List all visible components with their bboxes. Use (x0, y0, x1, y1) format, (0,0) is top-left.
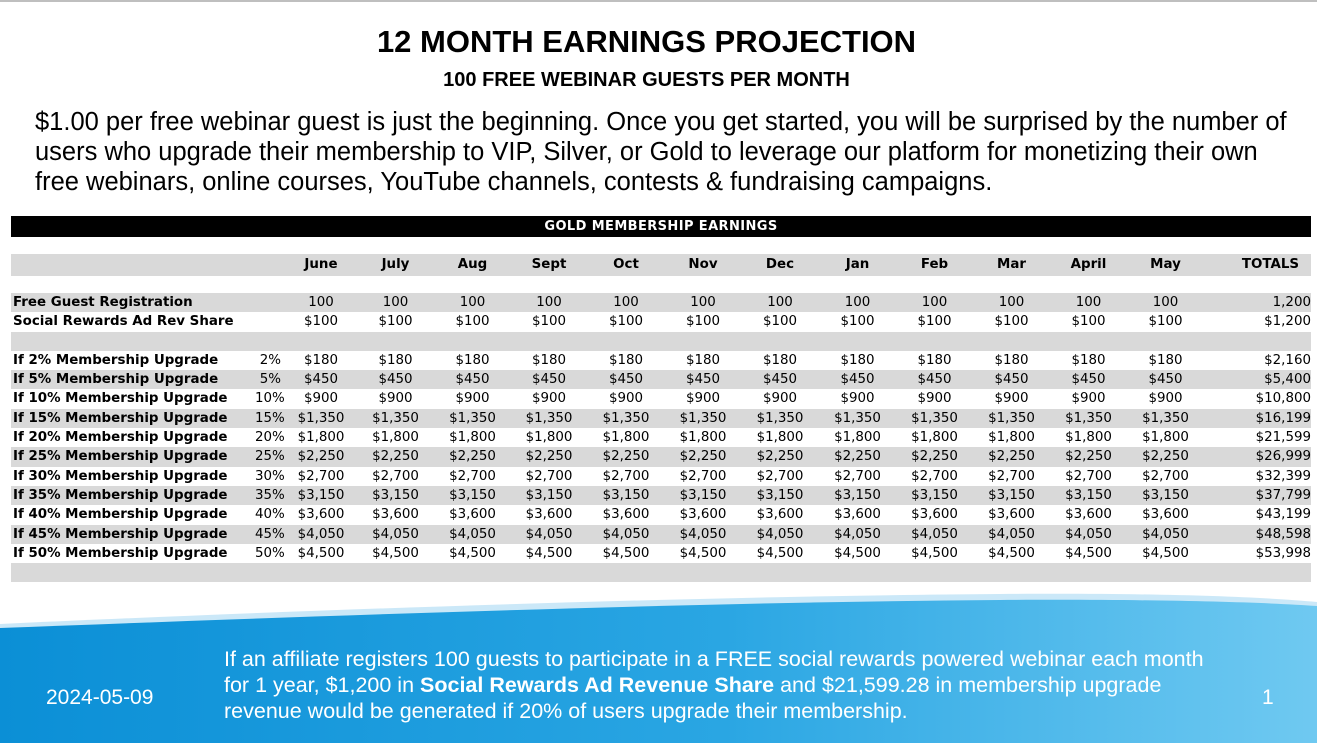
table-row (11, 505, 1311, 524)
footer-text-part1: If an affiliate registers 100 guests to participate in a FREE social rewards powered webinar each month for 1 year, $1,200 in (224, 647, 1204, 697)
spacer-row (11, 332, 1311, 351)
month-value: $900 (285, 389, 357, 408)
month-header: July (357, 254, 434, 276)
totals-header: TOTALS (1204, 254, 1311, 276)
month-value: 100 (1050, 293, 1127, 312)
row-label: If 40% Membership Upgrade (11, 505, 255, 524)
month-value: $4,050 (1050, 525, 1127, 544)
month-value: $2,250 (434, 447, 511, 466)
month-value: $900 (819, 389, 896, 408)
row-percent: 5% (255, 370, 285, 389)
month-value: $4,500 (973, 544, 1050, 563)
row-label: If 25% Membership Upgrade (11, 447, 255, 466)
month-value: $450 (1050, 370, 1127, 389)
month-value: $2,250 (1050, 447, 1127, 466)
month-header: Jan (819, 254, 896, 276)
month-value: $3,150 (587, 486, 665, 505)
row-percent: 25% (255, 447, 285, 466)
month-header: Nov (665, 254, 741, 276)
month-value: 100 (511, 293, 587, 312)
row-percent: 50% (255, 544, 285, 563)
month-header: May (1127, 254, 1204, 276)
month-value: $1,800 (1050, 428, 1127, 447)
month-value: $100 (434, 312, 511, 331)
month-value: 100 (285, 293, 357, 312)
month-value: $180 (357, 351, 434, 370)
row-percent: 45% (255, 525, 285, 544)
month-value: $3,600 (741, 505, 819, 524)
month-value: $1,350 (357, 409, 434, 428)
page-title: 12 MONTH EARNINGS PROJECTION (376, 24, 917, 59)
row-label: If 45% Membership Upgrade (11, 525, 255, 544)
month-value: $100 (285, 312, 357, 331)
row-total: $37,799 (1204, 486, 1311, 505)
month-value: $180 (587, 351, 665, 370)
month-value: $3,150 (896, 486, 973, 505)
month-value: $2,250 (665, 447, 741, 466)
month-value: $3,150 (973, 486, 1050, 505)
month-value: $900 (741, 389, 819, 408)
month-value: $900 (1050, 389, 1127, 408)
month-value: $2,250 (741, 447, 819, 466)
month-value: $4,050 (819, 525, 896, 544)
month-value: $4,050 (285, 525, 357, 544)
month-value: $2,700 (896, 467, 973, 486)
table-row (11, 293, 1311, 312)
footer-text-bold: Social Rewards Ad Revenue Share (420, 673, 775, 697)
row-percent: 30% (255, 467, 285, 486)
row-total: $5,400 (1204, 370, 1311, 389)
month-value: $1,350 (896, 409, 973, 428)
month-value: $4,050 (973, 525, 1050, 544)
page-subtitle: 100 FREE WEBINAR GUESTS PER MONTH (443, 69, 850, 91)
spacer-row (11, 563, 1311, 582)
month-value: $900 (665, 389, 741, 408)
row-label: If 2% Membership Upgrade (11, 351, 255, 370)
month-value: $2,250 (819, 447, 896, 466)
row-total: $26,999 (1204, 447, 1311, 466)
month-value: $3,600 (896, 505, 973, 524)
month-value: $100 (587, 312, 665, 331)
month-value: $2,700 (511, 467, 587, 486)
month-value: $1,350 (741, 409, 819, 428)
month-value: $4,500 (819, 544, 896, 563)
month-value: $1,350 (1050, 409, 1127, 428)
row-percent: 35% (255, 486, 285, 505)
table-header-row (11, 254, 1311, 276)
month-value: $450 (973, 370, 1050, 389)
month-value: $100 (357, 312, 434, 331)
row-total: $16,199 (1204, 409, 1311, 428)
month-value: $900 (896, 389, 973, 408)
row-percent: 10% (255, 389, 285, 408)
month-value: $4,500 (741, 544, 819, 563)
month-value: $180 (1050, 351, 1127, 370)
earnings-table (11, 216, 1311, 582)
table-row (11, 467, 1311, 486)
month-value: $1,800 (896, 428, 973, 447)
month-value: $3,600 (819, 505, 896, 524)
month-value: $1,800 (665, 428, 741, 447)
earnings-table-container (11, 216, 1311, 582)
month-value: $3,150 (285, 486, 357, 505)
month-value: $2,250 (1127, 447, 1204, 466)
month-value: $180 (665, 351, 741, 370)
row-label: If 10% Membership Upgrade (11, 389, 255, 408)
table-banner: GOLD MEMBERSHIP EARNINGS (11, 216, 1311, 237)
month-header: Mar (973, 254, 1050, 276)
month-value: $100 (511, 312, 587, 331)
month-value: $2,700 (741, 467, 819, 486)
month-value: $4,050 (741, 525, 819, 544)
month-value: $450 (896, 370, 973, 389)
month-value: $2,700 (434, 467, 511, 486)
month-header: June (285, 254, 357, 276)
month-value: 100 (1127, 293, 1204, 312)
month-value: $3,600 (511, 505, 587, 524)
month-value: $4,050 (357, 525, 434, 544)
month-value: $4,500 (285, 544, 357, 563)
row-total: $53,998 (1204, 544, 1311, 563)
row-label: If 35% Membership Upgrade (11, 486, 255, 505)
month-value: $3,600 (1050, 505, 1127, 524)
month-value: $4,050 (434, 525, 511, 544)
month-value: $1,800 (973, 428, 1050, 447)
month-value: $450 (357, 370, 434, 389)
row-label: Free Guest Registration (11, 293, 285, 312)
month-header: Aug (434, 254, 511, 276)
month-value: $1,350 (434, 409, 511, 428)
table-row (11, 525, 1311, 544)
month-value: $1,800 (434, 428, 511, 447)
month-value: $4,050 (1127, 525, 1204, 544)
row-label: If 5% Membership Upgrade (11, 370, 255, 389)
month-value: $4,500 (896, 544, 973, 563)
month-value: $3,150 (665, 486, 741, 505)
month-value: $2,700 (285, 467, 357, 486)
month-value: $2,250 (587, 447, 665, 466)
table-banner-row (11, 216, 1311, 237)
month-value: $180 (511, 351, 587, 370)
table-row (11, 389, 1311, 408)
month-value: $3,150 (357, 486, 434, 505)
month-value: $1,800 (511, 428, 587, 447)
row-total: $48,598 (1204, 525, 1311, 544)
month-value: 100 (434, 293, 511, 312)
header-empty (11, 254, 255, 276)
month-value: $180 (434, 351, 511, 370)
header-empty (255, 254, 285, 276)
top-rule (0, 0, 1317, 2)
month-value: $3,150 (1127, 486, 1204, 505)
month-value: $2,250 (357, 447, 434, 466)
month-value: $4,500 (1127, 544, 1204, 563)
table-row (11, 312, 1311, 331)
month-value: $900 (1127, 389, 1204, 408)
row-percent: 2% (255, 351, 285, 370)
spacer-row (11, 276, 1311, 293)
month-value: 100 (357, 293, 434, 312)
month-value: $2,250 (973, 447, 1050, 466)
month-value: $100 (741, 312, 819, 331)
month-value: 100 (819, 293, 896, 312)
row-label: Social Rewards Ad Rev Share (11, 312, 285, 331)
month-value: $3,150 (511, 486, 587, 505)
month-value: $1,800 (587, 428, 665, 447)
month-value: $1,350 (665, 409, 741, 428)
month-value: $2,700 (357, 467, 434, 486)
month-value: $900 (357, 389, 434, 408)
month-value: $4,050 (665, 525, 741, 544)
month-value: $3,600 (434, 505, 511, 524)
table-row (11, 428, 1311, 447)
month-value: 100 (587, 293, 665, 312)
month-value: 100 (665, 293, 741, 312)
month-value: $2,700 (1127, 467, 1204, 486)
table-row (11, 447, 1311, 466)
month-value: $4,500 (587, 544, 665, 563)
month-value: $4,500 (357, 544, 434, 563)
row-percent: 40% (255, 505, 285, 524)
table-row (11, 351, 1311, 370)
blank-cell (11, 563, 1311, 582)
month-value: $180 (819, 351, 896, 370)
row-total: $2,160 (1204, 351, 1311, 370)
row-label: If 30% Membership Upgrade (11, 467, 255, 486)
month-value: $2,700 (1050, 467, 1127, 486)
month-header: April (1050, 254, 1127, 276)
row-percent: 20% (255, 428, 285, 447)
month-value: $1,350 (973, 409, 1050, 428)
month-value: $2,250 (511, 447, 587, 466)
month-value: 100 (973, 293, 1050, 312)
month-value: $450 (434, 370, 511, 389)
blank-cell (11, 237, 1311, 254)
month-value: $100 (896, 312, 973, 331)
month-value: $100 (819, 312, 896, 331)
month-value: $2,700 (973, 467, 1050, 486)
month-value: $450 (741, 370, 819, 389)
month-value: 100 (741, 293, 819, 312)
month-value: $2,250 (896, 447, 973, 466)
month-value: $450 (285, 370, 357, 389)
table-row (11, 544, 1311, 563)
month-value: 100 (896, 293, 973, 312)
month-value: $2,700 (665, 467, 741, 486)
month-header: Sept (511, 254, 587, 276)
month-value: $1,350 (1127, 409, 1204, 428)
row-label: If 15% Membership Upgrade (11, 409, 255, 428)
month-value: $180 (741, 351, 819, 370)
month-value: $450 (1127, 370, 1204, 389)
month-value: $1,800 (741, 428, 819, 447)
month-value: $3,150 (741, 486, 819, 505)
month-value: $1,800 (357, 428, 434, 447)
month-value: $180 (1127, 351, 1204, 370)
row-percent: 15% (255, 409, 285, 428)
month-value: $3,600 (357, 505, 434, 524)
month-value: $450 (819, 370, 896, 389)
month-value: $2,250 (285, 447, 357, 466)
footer-text-part2: and $21,599.28 in membership upgrade revenue would be generated if 20% of users upgrade their membership. (224, 673, 1162, 723)
month-value: $900 (973, 389, 1050, 408)
month-value: $450 (511, 370, 587, 389)
row-total: $32,399 (1204, 467, 1311, 486)
month-value: $4,500 (511, 544, 587, 563)
row-label: If 20% Membership Upgrade (11, 428, 255, 447)
month-value: $3,600 (1127, 505, 1204, 524)
month-value: $1,350 (587, 409, 665, 428)
row-total: $10,800 (1204, 389, 1311, 408)
month-value: $100 (665, 312, 741, 331)
month-value: $100 (973, 312, 1050, 331)
month-value: $3,150 (434, 486, 511, 505)
month-value: $180 (896, 351, 973, 370)
month-value: $3,150 (1050, 486, 1127, 505)
month-value: $900 (511, 389, 587, 408)
month-value: $3,600 (587, 505, 665, 524)
month-header: Oct (587, 254, 665, 276)
footer-summary-text (224, 646, 1234, 724)
table-row (11, 486, 1311, 505)
month-value: $4,500 (665, 544, 741, 563)
footer-date: 2024-05-09 (46, 686, 154, 709)
month-value: $3,150 (819, 486, 896, 505)
month-value: $4,050 (587, 525, 665, 544)
month-value: $1,800 (819, 428, 896, 447)
month-value: $100 (1127, 312, 1204, 331)
month-value: $2,700 (587, 467, 665, 486)
row-total: $1,200 (1204, 312, 1311, 331)
month-value: $1,800 (1127, 428, 1204, 447)
month-value: $1,350 (285, 409, 357, 428)
month-value: $1,350 (511, 409, 587, 428)
blank-cell (11, 332, 1311, 351)
month-value: $900 (587, 389, 665, 408)
month-value: $1,350 (819, 409, 896, 428)
spacer-row (11, 237, 1311, 254)
month-value: $450 (587, 370, 665, 389)
table-row (11, 409, 1311, 428)
month-value: $1,800 (285, 428, 357, 447)
page-number: 1 (1262, 686, 1274, 709)
month-value: $4,050 (896, 525, 973, 544)
blank-cell (11, 276, 1311, 293)
month-value: $2,700 (819, 467, 896, 486)
month-value: $4,050 (511, 525, 587, 544)
month-value: $180 (285, 351, 357, 370)
month-value: $900 (434, 389, 511, 408)
intro-paragraph: $1.00 per free webinar guest is just the beginning. Once you get started, you will be surprised by the number of users who upgrade their membership to VIP, Silver, or Gold to leverage our platform for monetizing their own free webinars, online courses, YouTube channels, contests & fundraising campaigns. (35, 108, 1287, 196)
row-label: If 50% Membership Upgrade (11, 544, 255, 563)
month-value: $3,600 (665, 505, 741, 524)
row-total: $43,199 (1204, 505, 1311, 524)
row-total: 1,200 (1204, 293, 1311, 312)
month-value: $3,600 (285, 505, 357, 524)
month-value: $180 (973, 351, 1050, 370)
month-value: $450 (665, 370, 741, 389)
row-total: $21,599 (1204, 428, 1311, 447)
month-header: Dec (741, 254, 819, 276)
month-value: $100 (1050, 312, 1127, 331)
month-value: $4,500 (434, 544, 511, 563)
month-value: $3,600 (973, 505, 1050, 524)
table-row (11, 370, 1311, 389)
month-header: Feb (896, 254, 973, 276)
month-value: $4,500 (1050, 544, 1127, 563)
